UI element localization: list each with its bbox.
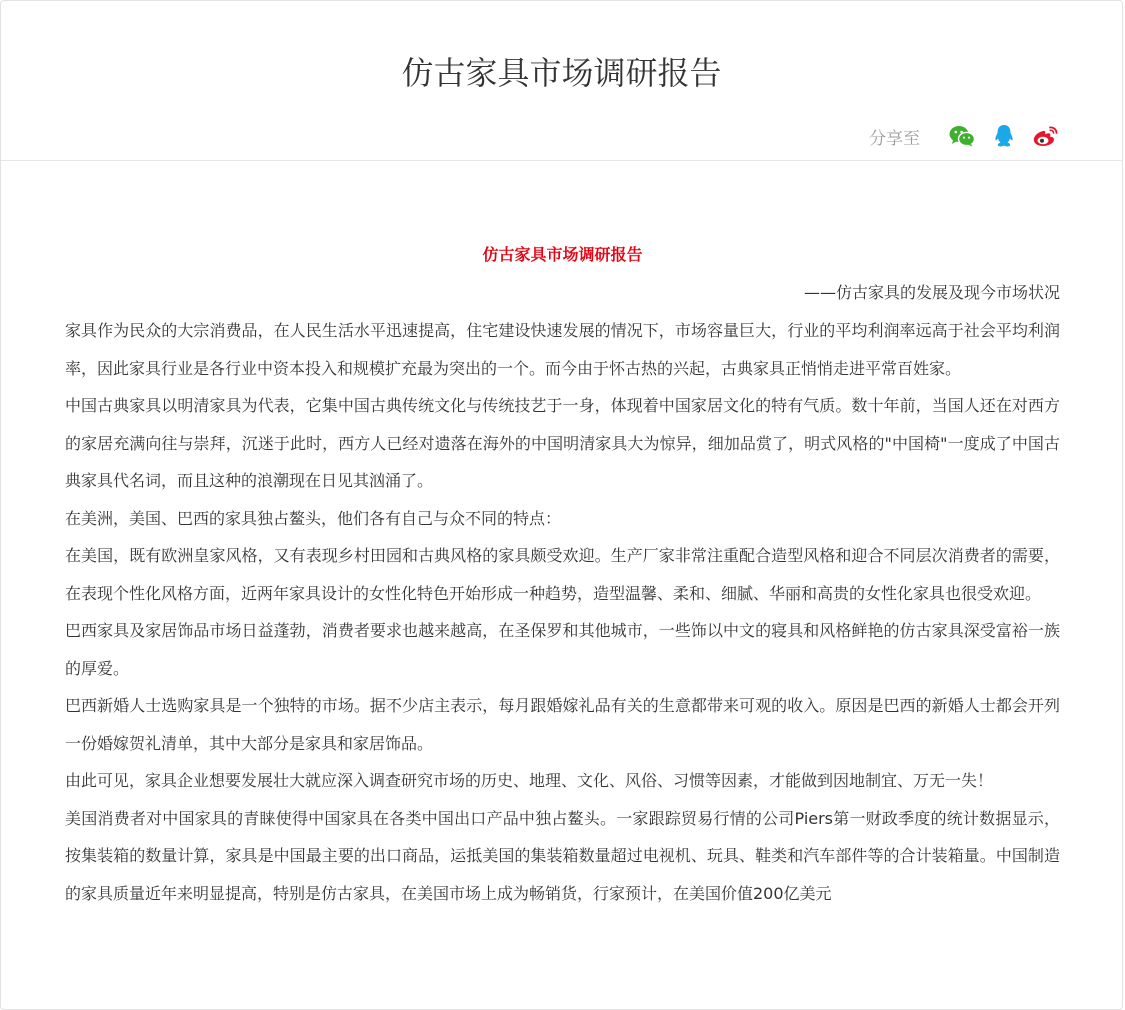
article-body: [65, 236, 1060, 912]
paragraph: 由此可见，家具企业想要发展壮大就应深入调查研究市场的历史、地理、文化、风俗、习惯等因素，才能做到因地制宜、万无一失！: [65, 771, 994, 790]
weibo-icon: [1032, 124, 1060, 148]
paragraph: 巴西新婚人士选购家具是一个独特的市场。据不少店主表示，每月跟婚嫁礼品有关的生意都带来可观的收入。原因是巴西的新婚人士都会开列一份婚嫁贺礼清单，其中大部分是家具和家居饰品。: [65, 696, 1060, 753]
paragraph: 巴西家具及家居饰品市场日益蓬勃，消费者要求也越来越高，在圣保罗和其他城市，一些饰以中文的寝具和风格鲜艳的仿古家具深受富裕一族的厚爱。: [65, 621, 1060, 678]
article-title: 仿古家具市场调研报告: [482, 245, 643, 264]
page-title: 仿古家具市场调研报告: [401, 54, 722, 92]
share-weibo-button[interactable]: [1032, 122, 1060, 150]
share-qq-button[interactable]: [990, 122, 1018, 150]
paragraph: 家具作为民众的大宗消费品，在人民生活水平迅速提高，住宅建设快速发展的情况下，市场容量巨大，行业的平均利润率远高于社会平均利润率，因此家具行业是各行业中资本投入和规模扩充最为突出的一个。而今由于怀古热的兴起，古典家具正悄悄走进平常百姓家。: [65, 321, 1060, 378]
paragraph: 在美洲，美国、巴西的家具独占鳌头，他们各有自己与众不同的特点：: [65, 508, 562, 528]
share-wechat-button[interactable]: [948, 122, 976, 150]
share-label: 分享至: [869, 128, 920, 149]
share-bar: [869, 119, 1060, 153]
paragraph: 美国消费者对中国家具的青睐使得中国家具在各类中国出口产品中独占鳌头。一家跟踪贸易行情的公司Piers第一财政季度的统计数据显示，按集装箱的数量计算，家具是中国最主要的出口商品，运抵美国的集装箱数量超过电视机、玩具、鞋类和汽车部件等的合计装箱量。中国制造的家具质量近年来明显提高，特别是仿古家具，在美国市场上成为畅销货，行家预计，在美国价值200亿美元: [65, 808, 1060, 903]
qq-icon: [993, 124, 1015, 148]
article-subtitle: ——仿古家具的发展及现今市场状况: [803, 283, 1060, 302]
paragraph: 中国古典家具以明清家具为代表，它集中国古典传统文化与传统技艺于一身，体现着中国家居文化的特有气质。数十年前，当国人还在对西方的家居充满向往与崇拜，沉迷于此时，西方人已经对遗落在海外的中国明清家具大为惊异，细加品赏了，明式风格的"中国椅"一度成了中国古典家具代名词，而且这种的浪潮现在日见其汹涌了。: [65, 396, 1060, 490]
wechat-icon: [949, 125, 975, 147]
paragraph: 在美国，既有欧洲皇家风格，又有表现乡村田园和古典风格的家具颇受欢迎。生产厂家非常注重配合造型风格和迎合不同层次消费者的需要，在表现个性化风格方面，近两年家具设计的女性化特色开始形成一种趋势，造型温馨、柔和、细腻、华丽和高贵的女性化家具也很受欢迎。: [65, 546, 1060, 603]
page-header: [1, 1, 1122, 161]
